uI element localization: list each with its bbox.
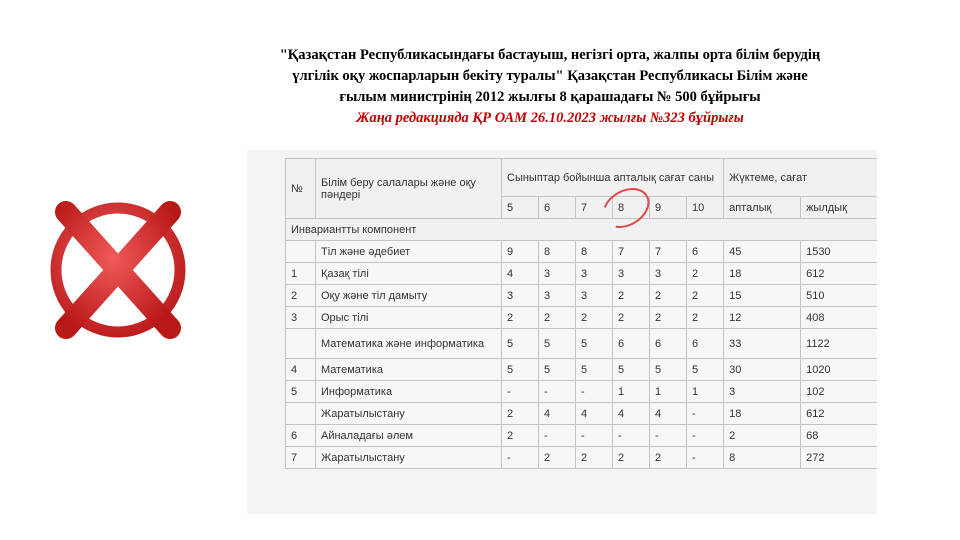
cell-g9: 2	[650, 285, 687, 307]
cell-weekly: 3	[724, 381, 801, 403]
cell-g8: 5	[613, 359, 650, 381]
title-line-2: үлгілік оқу жоспарларын бекіту туралы" Қазақстан Республикасы Білім және	[292, 68, 808, 84]
cell-g5: 2	[502, 425, 539, 447]
cell-g5: 5	[502, 359, 539, 381]
cell-g8: 6	[613, 329, 650, 359]
table-row	[286, 307, 878, 329]
cell-g8: 3	[613, 263, 650, 285]
table-row	[286, 425, 878, 447]
cell-g6: 2	[539, 307, 576, 329]
header-grade: 7	[576, 197, 613, 219]
cell-name: Информатика	[316, 381, 502, 403]
cell-name: Орыс тілі	[316, 307, 502, 329]
cell-g6: 4	[539, 403, 576, 425]
header-area: Білім беру салалары және оқу пәндері	[316, 159, 502, 219]
title-line-1: "Қазақстан Республикасындағы бастауыш, негізгі орта, жалпы орта білім берудің	[279, 47, 821, 63]
cell-weekly: 15	[724, 285, 801, 307]
cell-g6: 5	[539, 329, 576, 359]
cell-yearly: 612	[801, 403, 877, 425]
cell-g6: -	[539, 381, 576, 403]
cell-g8: 4	[613, 403, 650, 425]
header-grade: 8	[613, 197, 650, 219]
cell-g7: -	[576, 425, 613, 447]
title-line-3: ғылым министрінің 2012 жылғы 8 қарашадағы № 500 бұйрығы	[339, 89, 761, 105]
cell-name: Жаратылыстану	[316, 447, 502, 469]
table-row	[286, 381, 878, 403]
cell-g5: 3	[502, 285, 539, 307]
cell-num	[286, 241, 316, 263]
cell-yearly: 272	[801, 447, 877, 469]
cell-g7: 2	[576, 447, 613, 469]
table-body	[286, 219, 878, 469]
cell-g9: 6	[650, 329, 687, 359]
cell-g5: -	[502, 447, 539, 469]
table-row	[286, 359, 878, 381]
cell-g9: 4	[650, 403, 687, 425]
cell-g9: 7	[650, 241, 687, 263]
cell-weekly: 18	[724, 403, 801, 425]
cell-g7: 5	[576, 359, 613, 381]
header-weekly: апталық	[724, 197, 801, 219]
cell-name: Оқу және тіл дамыту	[316, 285, 502, 307]
cell-weekly: 18	[724, 263, 801, 285]
cell-yearly: 612	[801, 263, 877, 285]
cell-num	[286, 403, 316, 425]
table-row	[286, 241, 878, 263]
title-subtitle: Жаңа редакцияда ҚР ОАМ 26.10.2023 жылғы №323 бұйрығы	[356, 110, 744, 126]
cell-g7: 3	[576, 285, 613, 307]
cell-g8: -	[613, 425, 650, 447]
table-row	[286, 329, 878, 359]
table-row	[286, 263, 878, 285]
cell-g9: 5	[650, 359, 687, 381]
cell-num: 5	[286, 381, 316, 403]
cell-weekly: 8	[724, 447, 801, 469]
cell-g6: 3	[539, 263, 576, 285]
cell-g10: 2	[687, 263, 724, 285]
cell-g9: -	[650, 425, 687, 447]
cell-name: Жаратылыстану	[316, 403, 502, 425]
cell-g6: 8	[539, 241, 576, 263]
header-grade: 10	[687, 197, 724, 219]
cell-g8: 7	[613, 241, 650, 263]
cell-g7: -	[576, 381, 613, 403]
header-load: Жүктеме, сағат	[724, 159, 877, 197]
cell-g10: 6	[687, 241, 724, 263]
cell-g10: -	[687, 447, 724, 469]
header-yearly: жылдық	[801, 197, 877, 219]
cell-num: 3	[286, 307, 316, 329]
cell-yearly: 1122	[801, 329, 877, 359]
cell-g5: 9	[502, 241, 539, 263]
header-weekly-by-class: Сыныптар бойынша апталық сағат саны	[502, 159, 724, 197]
cell-yearly: 102	[801, 381, 877, 403]
cell-g8: 2	[613, 307, 650, 329]
cell-name: Қазақ тілі	[316, 263, 502, 285]
red-cross-circle-icon	[38, 190, 198, 350]
cell-yearly: 1020	[801, 359, 877, 381]
cell-g9: 1	[650, 381, 687, 403]
cell-g6: -	[539, 425, 576, 447]
cell-num	[286, 329, 316, 359]
cell-weekly: 30	[724, 359, 801, 381]
cell-weekly: 12	[724, 307, 801, 329]
cell-num: 1	[286, 263, 316, 285]
cell-weekly: 2	[724, 425, 801, 447]
cell-g8: 2	[613, 285, 650, 307]
cell-g5: 5	[502, 329, 539, 359]
curriculum-table-screenshot	[247, 150, 877, 514]
cell-g9: 2	[650, 447, 687, 469]
cell-g7: 2	[576, 307, 613, 329]
cell-yearly: 1530	[801, 241, 877, 263]
slide-title	[190, 45, 910, 129]
cell-g10: -	[687, 425, 724, 447]
cell-g5: 4	[502, 263, 539, 285]
cell-name: Айналадағы әлем	[316, 425, 502, 447]
cell-num: 7	[286, 447, 316, 469]
cell-g7: 5	[576, 329, 613, 359]
cell-g6: 5	[539, 359, 576, 381]
cell-g9: 2	[650, 307, 687, 329]
cell-yearly: 68	[801, 425, 877, 447]
cell-g7: 3	[576, 263, 613, 285]
cell-g5: 2	[502, 307, 539, 329]
cell-g6: 2	[539, 447, 576, 469]
table-row	[286, 403, 878, 425]
cell-num: 4	[286, 359, 316, 381]
cell-g8: 1	[613, 381, 650, 403]
header-grade: 9	[650, 197, 687, 219]
cell-yearly: 408	[801, 307, 877, 329]
cell-g10: 2	[687, 307, 724, 329]
cell-name: Тіл және әдебиет	[316, 241, 502, 263]
header-num: №	[286, 159, 316, 219]
cell-g5: 2	[502, 403, 539, 425]
header-grade: 5	[502, 197, 539, 219]
section-label: Инвариантты компонент	[286, 219, 878, 241]
cell-g8: 2	[613, 447, 650, 469]
cell-g10: 1	[687, 381, 724, 403]
cell-g9: 3	[650, 263, 687, 285]
cell-g10: -	[687, 403, 724, 425]
cell-yearly: 510	[801, 285, 877, 307]
cell-weekly: 33	[724, 329, 801, 359]
cell-g6: 3	[539, 285, 576, 307]
table-row	[286, 285, 878, 307]
cell-g10: 2	[687, 285, 724, 307]
cell-name: Математика және информатика	[316, 329, 502, 359]
cell-g7: 8	[576, 241, 613, 263]
cell-g5: -	[502, 381, 539, 403]
curriculum-table	[285, 158, 877, 469]
cell-g7: 4	[576, 403, 613, 425]
cell-name: Математика	[316, 359, 502, 381]
header-grade: 6	[539, 197, 576, 219]
cell-num: 6	[286, 425, 316, 447]
cell-g10: 5	[687, 359, 724, 381]
cell-num: 2	[286, 285, 316, 307]
cell-weekly: 45	[724, 241, 801, 263]
table-row	[286, 447, 878, 469]
cell-g10: 6	[687, 329, 724, 359]
